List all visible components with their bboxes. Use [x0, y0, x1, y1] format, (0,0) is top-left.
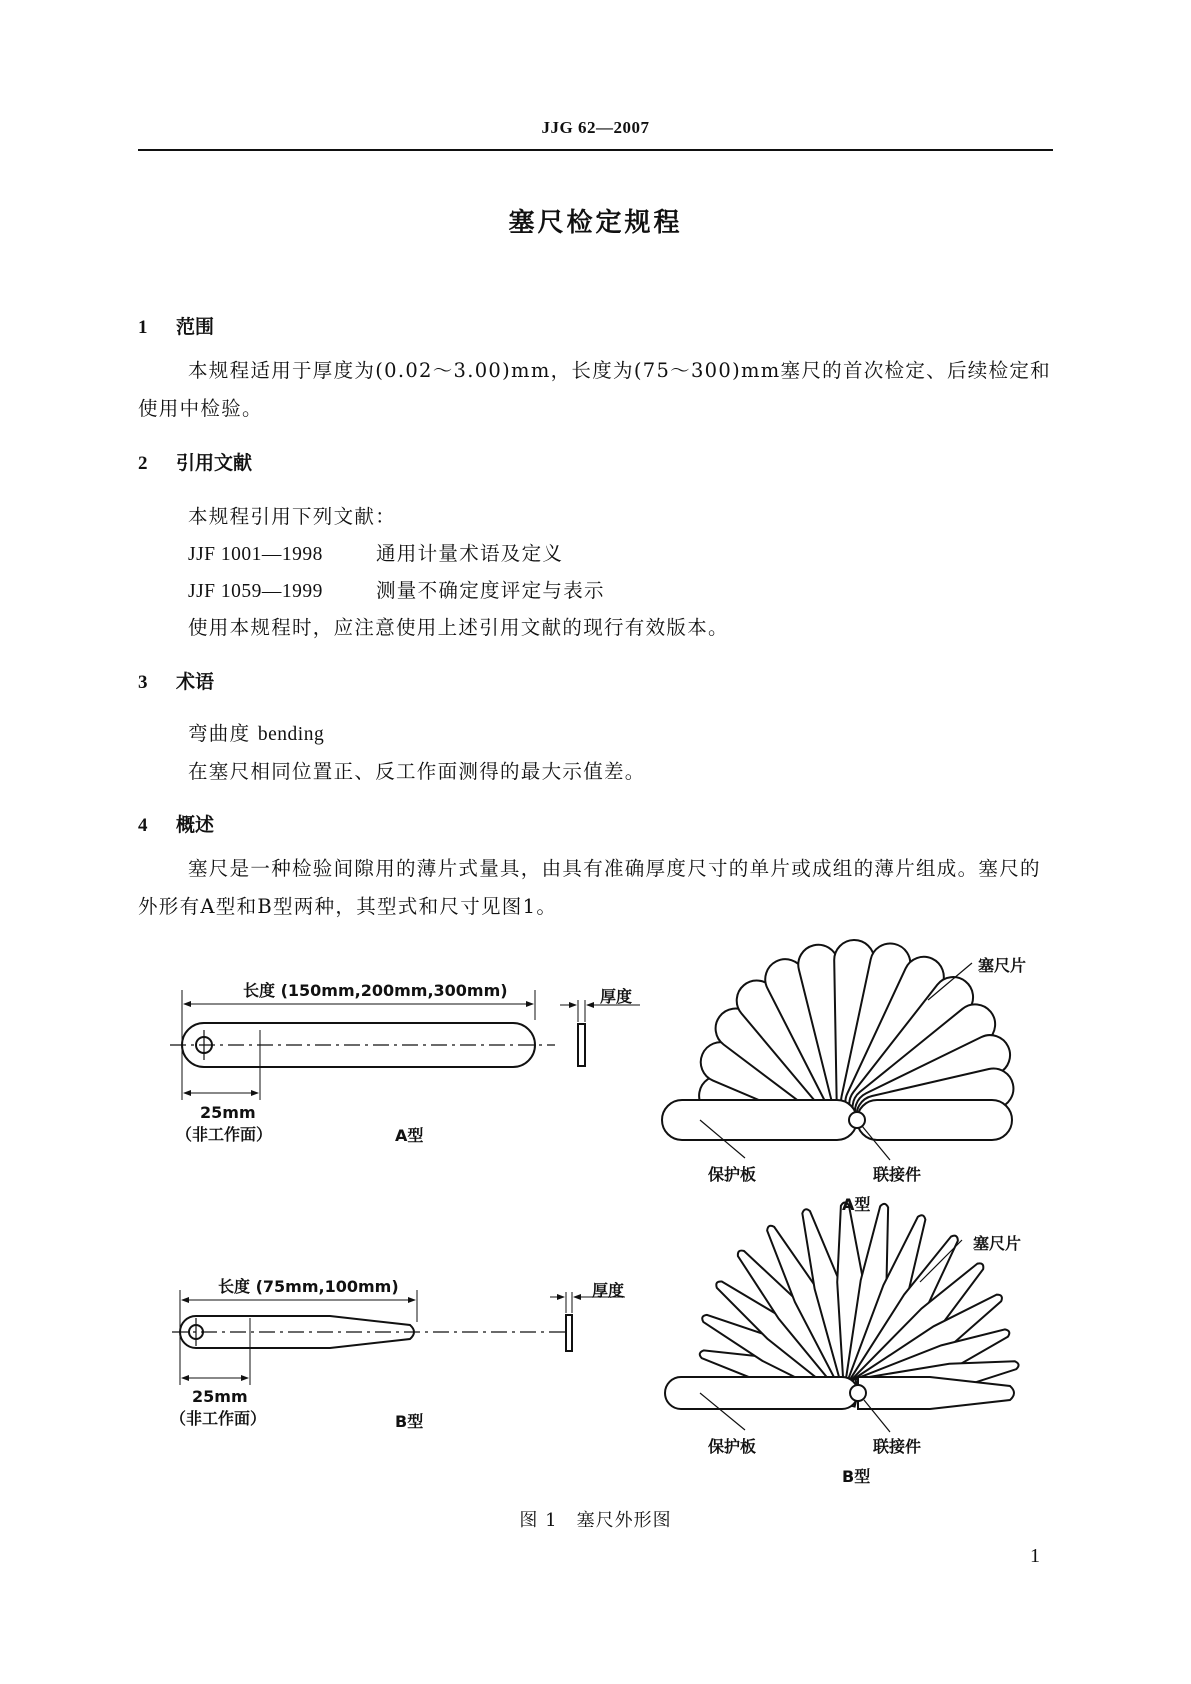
connector-pin — [850, 1385, 866, 1401]
section-number: 2 — [138, 453, 148, 474]
guard-blade-right — [858, 1377, 1014, 1409]
thickness-edge-view — [578, 1024, 585, 1066]
figure-caption: 图 1 塞尺外形图 — [519, 1510, 672, 1531]
section-title: 术语 — [176, 671, 215, 693]
overview-paragraph: 塞尺是一种检验间隙用的薄片式量具，由具有准确厚度尺寸的单片或成组的薄片组成。塞尺的外形有A型和B型两种，其型式和尺寸见图1。 — [138, 857, 1041, 918]
refs-intro: 本规程引用下列文献： — [188, 505, 397, 528]
section-number: 1 — [138, 317, 148, 338]
type-a-length-label: 长度 (150mm,200mm,300mm) — [243, 981, 508, 1000]
document-title: 塞尺检定规程 — [508, 208, 683, 238]
type-b-length-label: 长度 (75mm,100mm) — [218, 1277, 399, 1296]
section-number: 4 — [138, 815, 148, 836]
type-b-connector-label: 联接件 — [873, 1437, 922, 1456]
type-b-blade-label: 塞尺片 — [973, 1234, 1022, 1253]
guard-plate-right — [857, 1100, 1012, 1140]
section-number: 3 — [138, 672, 148, 693]
reference-code: JJF 1059—1999 — [188, 581, 323, 602]
type-a-fan-caption: A型 — [842, 1195, 871, 1214]
reference-title: 测量不确定度评定与表示 — [376, 579, 605, 602]
type-b-fan-caption: B型 — [842, 1467, 871, 1486]
guard-plate-left — [662, 1100, 857, 1140]
guard-plate-left — [665, 1377, 858, 1409]
type-a-thickness-label: 厚度 — [600, 987, 633, 1006]
thickness-edge-view — [566, 1315, 572, 1351]
type-b-fan-drawing — [665, 1201, 1021, 1432]
section-title: 概述 — [176, 814, 215, 836]
type-a-caption: A型 — [395, 1126, 424, 1145]
type-a-nonwork-dim: 25mm — [200, 1103, 256, 1122]
scope-paragraph: 本规程适用于厚度为(0.02～3.00)mm，长度为(75～300)mm塞尺的首次检定、后续检定和使用中检验。 — [138, 359, 1051, 420]
section-title: 引用文献 — [176, 452, 253, 474]
term-definition: 在塞尺相同位置正、反工作面测得的最大示值差。 — [188, 760, 646, 783]
type-b-thickness-label: 厚度 — [592, 1281, 625, 1300]
type-b-caption: B型 — [395, 1412, 424, 1431]
type-a-blade-label: 塞尺片 — [978, 956, 1027, 975]
term-english: bending — [257, 724, 325, 745]
type-a-blade-drawing — [170, 990, 640, 1100]
section-title: 范围 — [176, 316, 215, 338]
reference-title: 通用计量术语及定义 — [376, 542, 564, 565]
type-b-nonwork-label: （非工作面） — [170, 1409, 267, 1428]
type-a-fan-drawing — [662, 940, 1017, 1160]
type-b-nonwork-dim: 25mm — [192, 1387, 248, 1406]
reference-code: JJF 1001—1998 — [188, 544, 323, 565]
type-b-blade-drawing — [172, 1290, 625, 1385]
type-a-guard-label: 保护板 — [708, 1165, 757, 1184]
term-chinese: 弯曲度 — [188, 722, 251, 745]
type-a-connector-label: 联接件 — [873, 1165, 922, 1184]
page-number: 1 — [1030, 1545, 1040, 1567]
standard-code: JJG 62—2007 — [541, 118, 650, 137]
connector-pin — [849, 1112, 865, 1128]
type-a-nonwork-label: （非工作面） — [176, 1125, 273, 1144]
type-b-guard-label: 保护板 — [708, 1437, 757, 1456]
refs-note: 使用本规程时，应注意使用上述引用文献的现行有效版本。 — [188, 616, 729, 639]
